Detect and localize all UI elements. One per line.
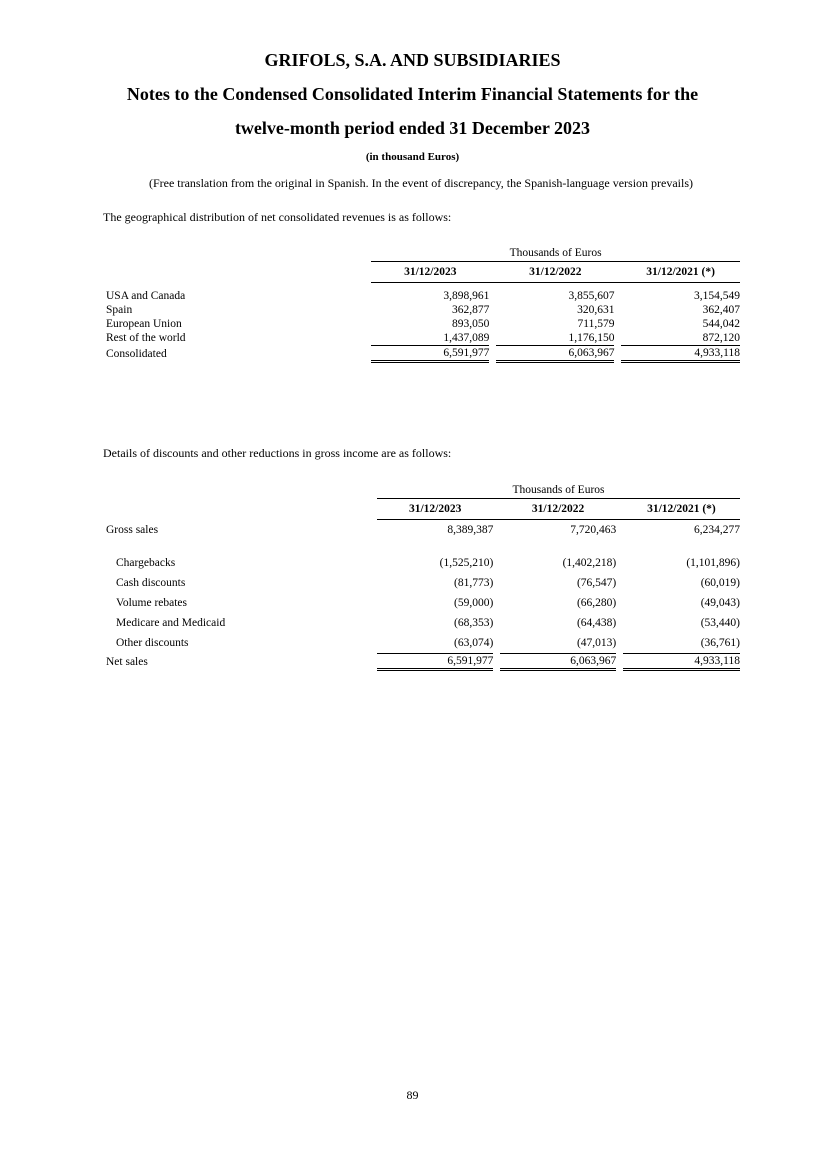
table2-col-2021: 31/12/2021 (*) bbox=[623, 499, 740, 520]
sales-discounts-table bbox=[103, 482, 740, 671]
table2-col-2023: 31/12/2023 bbox=[377, 499, 493, 520]
table2-group-header: Thousands of Euros bbox=[377, 482, 740, 499]
table1-col-2021: 31/12/2021 (*) bbox=[621, 262, 740, 283]
geographical-revenue-table bbox=[103, 245, 740, 363]
table-total-row: Consolidated 6,591,977 6,063,967 4,933,118 bbox=[106, 347, 740, 360]
table1-group-header: Thousands of Euros bbox=[371, 245, 740, 262]
table-row: Other discounts (63,074) (47,013) (36,761) bbox=[103, 633, 740, 654]
table-row: USA and Canada 3,898,961 3,855,607 3,154,549 bbox=[106, 290, 740, 302]
document-title-line2: twelve-month period ended 31 December 2023 bbox=[234, 118, 591, 138]
table2-col-2022: 31/12/2022 bbox=[500, 499, 616, 520]
table-row: Cash discounts (81,773) (76,547) (60,019) bbox=[116, 577, 740, 589]
units-caption: (in thousand Euros) bbox=[365, 151, 460, 163]
table1-col-2023: 31/12/2023 bbox=[371, 262, 489, 283]
document-title-line1: Notes to the Condensed Consolidated Interim Financial Statements for the bbox=[126, 84, 699, 104]
table1-col-2022: 31/12/2022 bbox=[496, 262, 614, 283]
translation-note: (Free translation from the original in Spanish. In the event of discrepancy, the Spanish-language version prevails) bbox=[148, 176, 694, 190]
table-row: European Union 893,050 711,579 544,042 bbox=[106, 318, 740, 330]
page-number: 89 bbox=[406, 1088, 419, 1102]
table-row: Rest of the world 1,437,089 1,176,150 872,120 bbox=[106, 332, 740, 345]
gross-sales-row: Gross sales 8,389,387 7,720,463 6,234,277 bbox=[106, 523, 740, 536]
table-total-row: Net sales 6,591,977 6,063,967 4,933,118 bbox=[106, 655, 740, 668]
table-row: Volume rebates (59,000) (66,280) (49,043) bbox=[116, 597, 740, 609]
table-row: Medicare and Medicaid (68,353) (64,438) (53,440) bbox=[116, 617, 740, 629]
table1-intro: The geographical distribution of net consolidated revenues is as follows: bbox=[103, 210, 452, 224]
table-row: Spain 362,877 320,631 362,407 bbox=[106, 304, 740, 316]
table2-intro: Details of discounts and other reductions in gross income are as follows: bbox=[103, 446, 452, 460]
company-title: GRIFOLS, S.A. AND SUBSIDIARIES bbox=[264, 50, 561, 70]
table-row: Chargebacks (1,525,210) (1,402,218) (1,101,896) bbox=[116, 557, 740, 569]
